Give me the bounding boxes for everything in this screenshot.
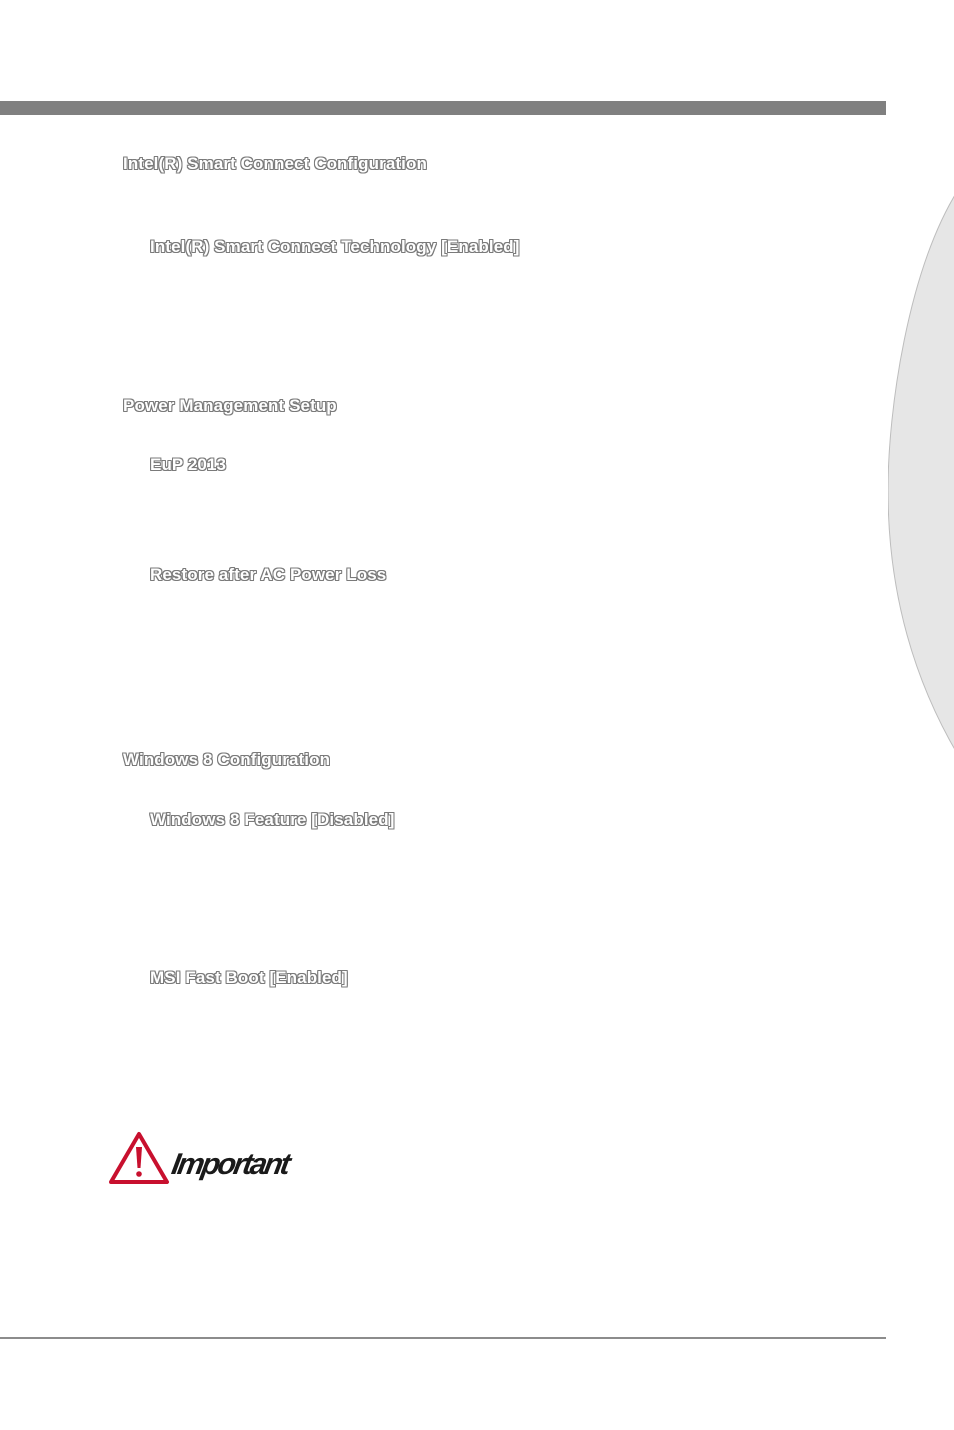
warning-triangle-icon bbox=[108, 1131, 170, 1185]
section-title-windows8: Windows 8 Configuration bbox=[123, 750, 331, 769]
important-heading: Important bbox=[169, 1148, 291, 1181]
item-restore-after-ac-power-loss: Restore after AC Power Loss bbox=[150, 565, 387, 584]
section-title-smart-connect: Intel(R) Smart Connect Configuration bbox=[123, 154, 427, 173]
footer-rule bbox=[0, 1337, 886, 1339]
item-eup-2013: EuP 2013 bbox=[150, 455, 227, 474]
item-msi-fast-boot: MSI Fast Boot [Enabled] bbox=[150, 968, 348, 987]
section-title-power-management: Power Management Setup bbox=[123, 396, 337, 415]
item-smart-connect-technology: Intel(R) Smart Connect Technology [Enabled] bbox=[150, 237, 520, 256]
chapter-side-tab bbox=[888, 190, 954, 755]
item-windows8-feature: Windows 8 Feature [Disabled] bbox=[150, 810, 395, 829]
header-bar bbox=[0, 101, 886, 115]
